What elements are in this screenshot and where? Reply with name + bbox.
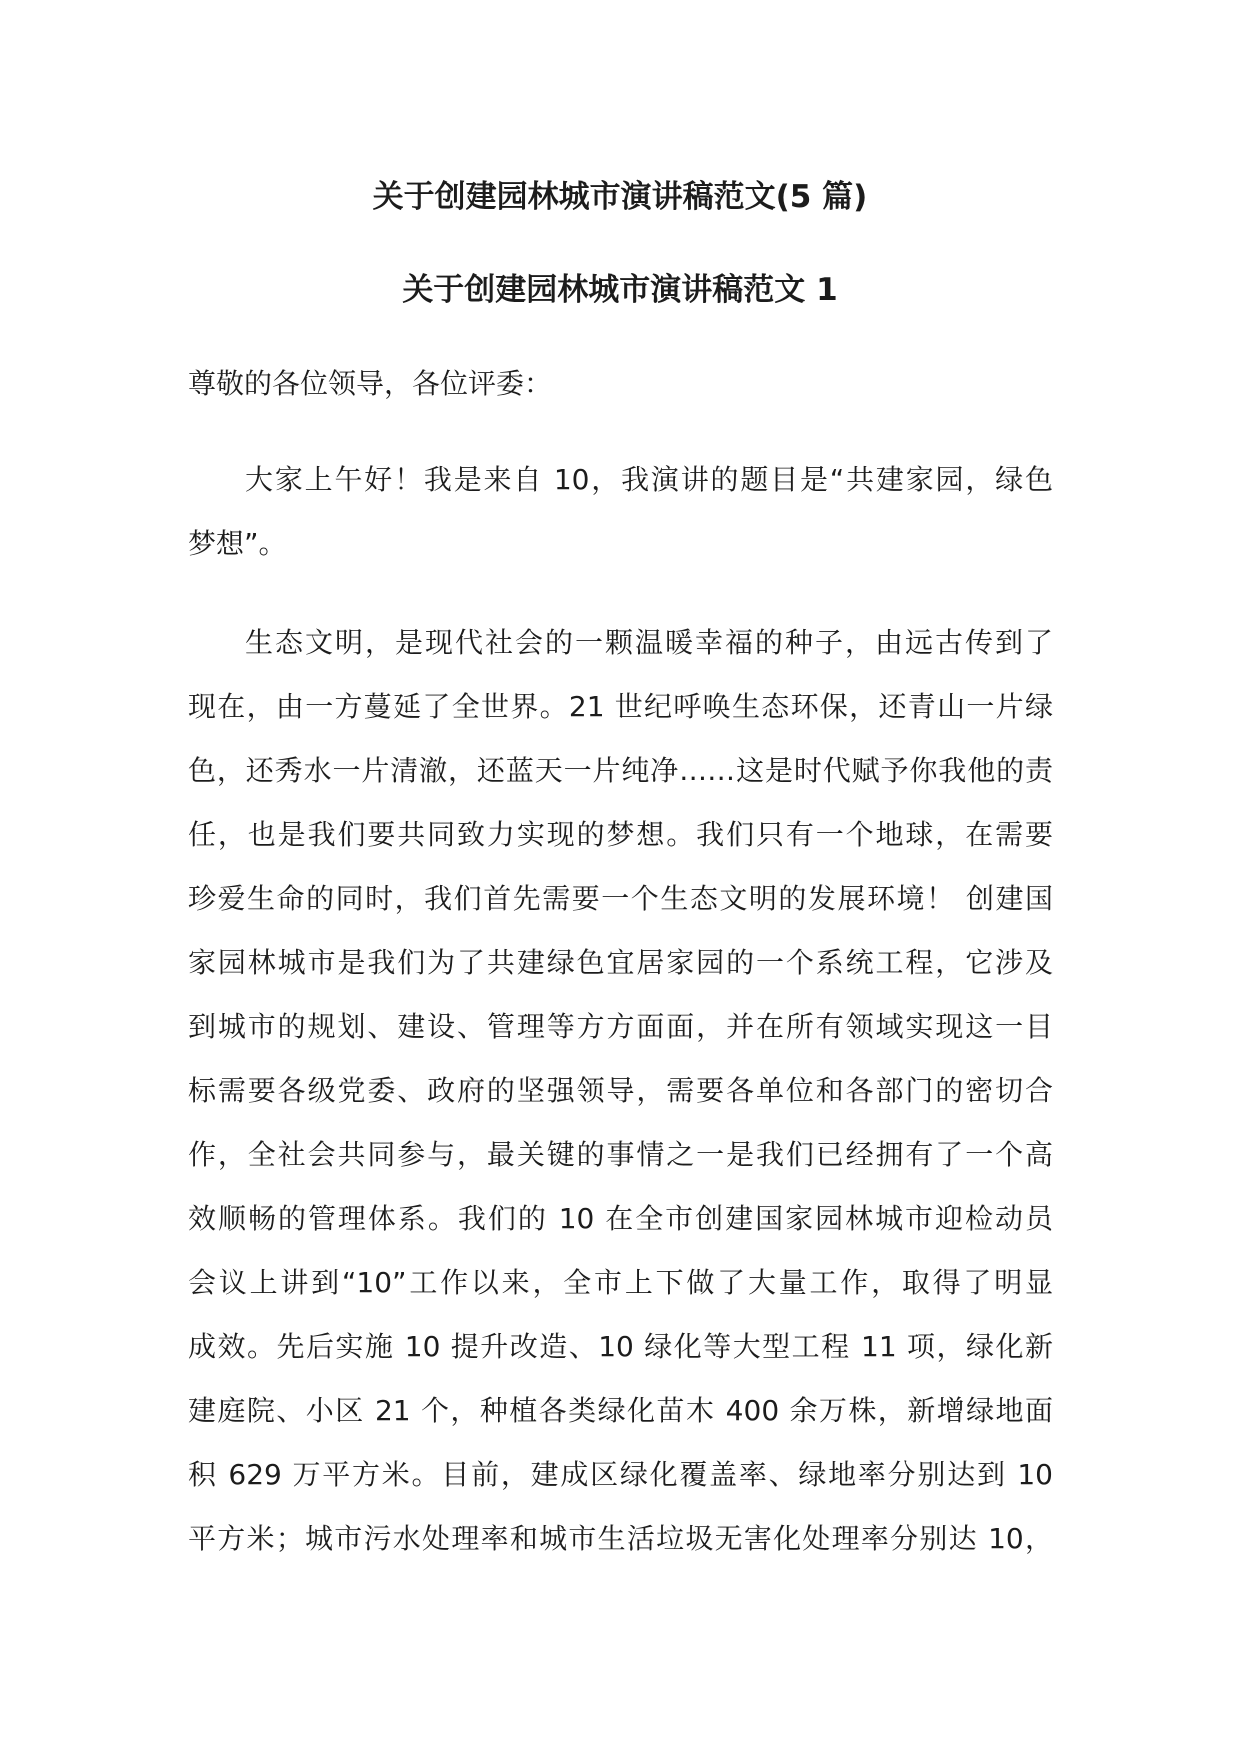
paragraph-line: 梦想”。 <box>188 527 287 560</box>
paragraph-line: 会议上讲到“10”工作以来，全市上下做了大量工作，取得了明显 <box>188 1266 1053 1299</box>
salutation: 尊敬的各位领导，各位评委： <box>188 367 553 400</box>
paragraph-line: 标需要各级党委、政府的坚强领导，需要各单位和各部门的密切合 <box>188 1074 1053 1107</box>
paragraph-body <box>188 611 1053 1571</box>
paragraph-greeting <box>188 448 1053 576</box>
paragraph-line: 现在，由一方蔓延了全世界。21 世纪呼唤生态环保，还青山一片绿 <box>188 690 1053 723</box>
paragraph-line: 平方米；城市污水处理率和城市生活垃圾无害化处理率分别达 10， <box>188 1522 1053 1555</box>
document-subtitle: 关于创建园林城市演讲稿范文 1 <box>402 272 838 308</box>
paragraph-line: 色，还秀水一片清澈，还蓝天一片纯净……这是时代赋予你我他的责 <box>188 754 1053 787</box>
paragraph-line: 生态文明，是现代社会的一颗温暖幸福的种子，由远古传到了 <box>245 626 1053 659</box>
paragraph-line: 珍爱生命的同时，我们首先需要一个生态文明的发展环境！ 创建国 <box>188 882 1053 915</box>
paragraph-line: 效顺畅的管理体系。我们的 10 在全市创建国家园林城市迎检动员 <box>188 1202 1053 1235</box>
document-title: 关于创建园林城市演讲稿范文(5 篇) <box>372 179 868 215</box>
paragraph-line: 作，全社会共同参与，最关键的事情之一是我们已经拥有了一个高 <box>188 1138 1053 1171</box>
paragraph-line: 成效。先后实施 10 提升改造、10 绿化等大型工程 11 项，绿化新 <box>188 1330 1053 1363</box>
paragraph-line: 积 629 万平方米。目前，建成区绿化覆盖率、绿地率分别达到 10 <box>188 1458 1053 1491</box>
paragraph-line: 大家上午好！我是来自 10，我演讲的题目是“共建家园，绿色 <box>245 463 1053 496</box>
paragraph-line: 家园林城市是我们为了共建绿色宜居家园的一个系统工程，它涉及 <box>188 946 1053 979</box>
paragraph-line: 建庭院、小区 21 个，种植各类绿化苗木 400 余万株，新增绿地面 <box>188 1394 1053 1427</box>
paragraph-line: 到城市的规划、建设、管理等方方面面，并在所有领域实现这一目 <box>188 1010 1053 1043</box>
paragraph-line: 任，也是我们要共同致力实现的梦想。我们只有一个地球，在需要 <box>188 818 1053 851</box>
